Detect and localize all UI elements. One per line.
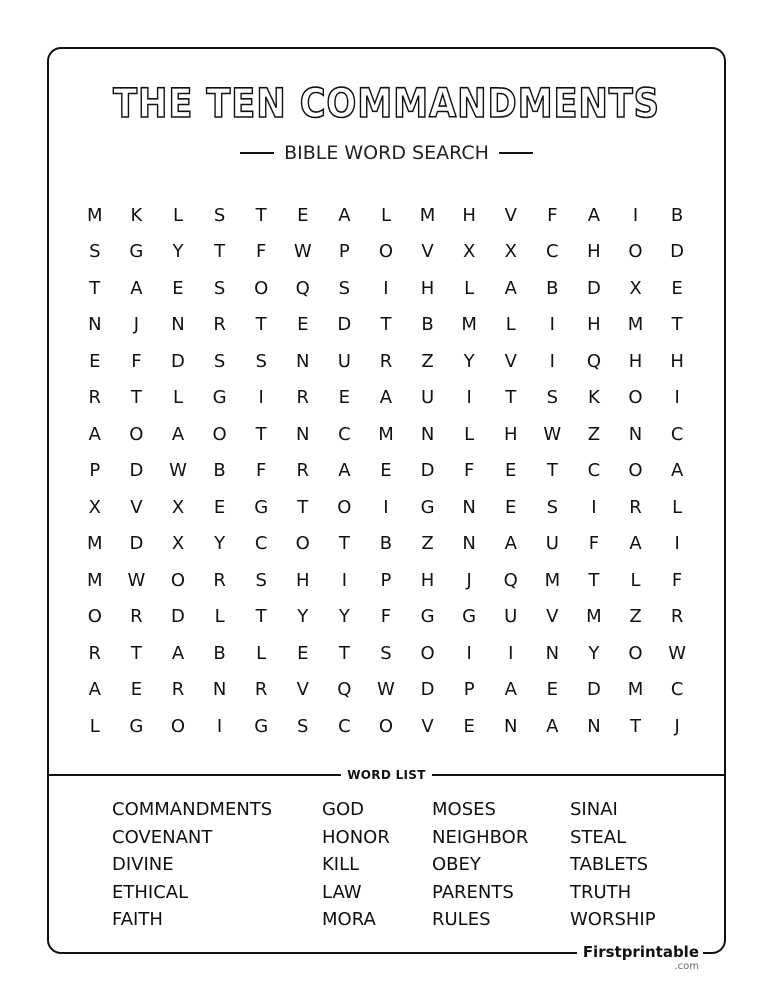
grid-letter: E xyxy=(130,679,143,701)
grid-letter: R xyxy=(171,679,185,701)
grid-letter: H xyxy=(295,569,310,591)
grid-letter: N xyxy=(587,715,601,737)
grid-letter: M xyxy=(419,204,436,226)
grid-letter: I xyxy=(216,715,223,737)
grid-letter: A xyxy=(629,533,642,555)
grid-letter: S xyxy=(546,387,559,409)
grid-letter: N xyxy=(420,423,435,445)
grid-letter: T xyxy=(338,533,350,555)
grid-letter: D xyxy=(586,679,601,701)
grid-letter: W xyxy=(543,423,562,445)
grid-letter: L xyxy=(214,606,225,628)
word-item: RULES xyxy=(432,909,491,930)
grid-letter: P xyxy=(89,460,101,482)
word-item: FAITH xyxy=(112,909,163,930)
grid-letter: N xyxy=(171,314,185,336)
grid-letter: O xyxy=(254,277,269,299)
word-item: HONOR xyxy=(322,826,390,848)
word-item: PARENTS xyxy=(432,881,514,903)
grid-letter: U xyxy=(337,350,351,372)
grid-letter: M xyxy=(627,314,644,336)
right-dash xyxy=(499,152,533,154)
grid-letter: S xyxy=(297,715,309,737)
subtitle-row xyxy=(47,140,726,166)
grid-letter: D xyxy=(337,314,352,336)
grid-letter: F xyxy=(588,533,600,555)
grid-letter: N xyxy=(462,496,476,518)
grid-letter: W xyxy=(668,642,687,664)
grid-letter: L xyxy=(380,204,391,226)
grid-letter: A xyxy=(171,642,185,664)
grid-letter: E xyxy=(297,204,309,226)
grid-letter: T xyxy=(255,314,267,336)
grid-letter: V xyxy=(421,715,434,737)
grid-letter: T xyxy=(505,387,517,409)
grid-letter: T xyxy=(297,496,309,518)
grid-letter: N xyxy=(212,679,227,701)
grid-letter: O xyxy=(170,715,186,737)
grid-letter: L xyxy=(172,387,183,409)
grid-letter: N xyxy=(462,533,476,555)
grid-letter: E xyxy=(338,387,351,409)
grid-letter: K xyxy=(588,387,600,409)
grid-letter: Y xyxy=(588,642,600,664)
grid-letter: M xyxy=(461,314,477,336)
grid-letter: J xyxy=(133,314,140,336)
grid-letter: S xyxy=(546,496,559,518)
grid-letter: I xyxy=(341,569,348,591)
grid-letter: V xyxy=(130,496,143,518)
grid-letter: A xyxy=(546,715,559,737)
grid-letter: E xyxy=(505,496,517,518)
grid-letter: Z xyxy=(421,533,434,555)
grid-letter: B xyxy=(546,277,559,299)
grid-letter: G xyxy=(212,387,227,409)
grid-letter: E xyxy=(463,715,475,737)
grid-letter: O xyxy=(628,241,643,263)
grid-letter: O xyxy=(295,533,310,555)
grid-letter: B xyxy=(213,642,226,664)
grid-letter: E xyxy=(297,314,309,336)
grid-letter: S xyxy=(89,241,101,263)
grid-letter: W xyxy=(293,241,312,263)
grid-letter: V xyxy=(546,606,559,628)
left-dash xyxy=(240,152,274,154)
grid-letter: E xyxy=(213,496,226,518)
grid-letter: W xyxy=(377,679,395,701)
grid-letter: Y xyxy=(214,533,226,555)
grid-letter: R xyxy=(379,350,393,372)
grid-letter: R xyxy=(296,387,310,409)
grid-letter: H xyxy=(420,277,435,299)
grid-letter: L xyxy=(464,277,475,299)
brand-logo xyxy=(577,943,703,973)
grid-letter: I xyxy=(466,387,472,409)
word-item: TRUTH xyxy=(570,881,632,903)
grid-letter: E xyxy=(297,642,309,664)
grid-letter: O xyxy=(378,241,394,263)
grid-letter: A xyxy=(130,277,143,299)
word-item: DIVINE xyxy=(112,854,174,875)
grid-letter: B xyxy=(670,204,684,226)
grid-letter: D xyxy=(670,241,685,263)
grid-letter: H xyxy=(503,423,518,445)
grid-letter: N xyxy=(504,715,518,737)
grid-letter: P xyxy=(380,569,392,591)
word-list-column-1 xyxy=(112,796,272,934)
grid-letter: T xyxy=(130,387,142,409)
grid-letter: E xyxy=(380,460,392,482)
grid-letter: G xyxy=(254,715,269,737)
grid-letter: T xyxy=(255,606,267,628)
grid-letter: T xyxy=(588,569,600,591)
grid-letter: Y xyxy=(338,606,350,628)
grid-letter: I xyxy=(258,387,264,409)
grid-letter: O xyxy=(420,642,435,664)
grid-letter: X xyxy=(171,496,185,518)
grid-letter: U xyxy=(420,387,435,409)
grid-letter: N xyxy=(88,314,102,336)
grid-letter: R xyxy=(629,496,642,518)
grid-letter: J xyxy=(466,569,472,591)
grid-letter: I xyxy=(674,533,680,555)
grid-letter: S xyxy=(255,350,267,372)
word-item: KILL xyxy=(322,854,360,875)
grid-letter: K xyxy=(130,204,143,226)
word-item: SINAI xyxy=(570,799,618,820)
grid-letter: M xyxy=(87,533,103,555)
grid-letter: M xyxy=(544,569,561,591)
grid-letter: O xyxy=(212,423,227,445)
grid-letter: M xyxy=(87,569,103,591)
grid-letter: N xyxy=(296,350,310,372)
word-item: LAW xyxy=(322,881,362,903)
grid-letter: R xyxy=(296,460,310,482)
grid-letter: D xyxy=(171,350,185,372)
grid-letter: I xyxy=(591,496,597,518)
grid-letter: C xyxy=(670,423,684,445)
grid-letter: H xyxy=(462,204,476,226)
grid-letter: T xyxy=(89,277,101,299)
grid-letter: E xyxy=(505,460,517,482)
grid-letter: Y xyxy=(463,350,475,372)
grid-letter: G xyxy=(129,241,144,263)
grid-letter: A xyxy=(379,387,393,409)
grid-letter: U xyxy=(545,533,559,555)
word-item: NEIGHBOR xyxy=(432,826,529,848)
grid-letter: E xyxy=(89,350,101,372)
grid-letter: I xyxy=(508,642,514,664)
grid-letter: A xyxy=(504,277,517,299)
grid-letter: R xyxy=(670,606,684,628)
grid-letter: M xyxy=(378,423,394,445)
grid-letter: U xyxy=(504,606,518,628)
grid-letter: G xyxy=(420,606,435,628)
grid-letter: A xyxy=(587,204,601,226)
brand-tld: .com xyxy=(674,961,699,972)
grid-letter: O xyxy=(129,423,144,445)
grid-letter: H xyxy=(628,350,643,372)
grid-letter: E xyxy=(546,679,559,701)
grid-letter: A xyxy=(88,679,101,701)
grid-letter: R xyxy=(213,569,226,591)
grid-letter: R xyxy=(88,387,102,409)
grid-letter: T xyxy=(255,423,267,445)
grid-letter: O xyxy=(378,715,394,737)
grid-letter: V xyxy=(504,204,517,226)
grid-letter: F xyxy=(463,460,475,482)
grid-letter: R xyxy=(213,314,226,336)
grid-letter: V xyxy=(421,241,434,263)
grid-letter: X xyxy=(629,277,642,299)
grid-letter: O xyxy=(87,606,102,628)
grid-letter: Z xyxy=(629,606,642,628)
grid-letter: X xyxy=(504,241,517,263)
grid-letter: B xyxy=(421,314,434,336)
grid-letter: R xyxy=(130,606,143,628)
grid-letter: X xyxy=(462,241,476,263)
grid-letter: D xyxy=(129,533,144,555)
grid-letter: N xyxy=(628,423,643,445)
grid-letter: Y xyxy=(297,606,309,628)
grid-letter: D xyxy=(171,606,185,628)
grid-letter: E xyxy=(671,277,683,299)
grid-letter: I xyxy=(549,314,555,336)
grid-letter: J xyxy=(674,715,680,737)
grid-letter: T xyxy=(214,241,226,263)
word-item: GOD xyxy=(322,799,364,820)
grid-letter: V xyxy=(504,350,517,372)
word-item: WORSHIP xyxy=(570,909,656,930)
grid-letter: B xyxy=(213,460,226,482)
word-list-column-4 xyxy=(570,796,656,934)
grid-letter: X xyxy=(171,533,185,555)
grid-letter: T xyxy=(630,715,642,737)
grid-letter: P xyxy=(338,241,350,263)
grid-letter: M xyxy=(87,204,103,226)
word-item: MOSES xyxy=(432,799,496,820)
grid-letter: D xyxy=(420,679,435,701)
grid-letter: S xyxy=(255,569,267,591)
grid-letter: F xyxy=(255,460,267,482)
grid-letter: W xyxy=(169,460,187,482)
grid-letter: N xyxy=(545,642,560,664)
grid-letter: Z xyxy=(421,350,434,372)
letter-grid xyxy=(74,197,698,745)
grid-letter: F xyxy=(131,350,142,372)
grid-letter: A xyxy=(504,533,517,555)
grid-letter: I xyxy=(383,277,389,299)
grid-letter: H xyxy=(670,350,684,372)
grid-letter: G xyxy=(420,496,435,518)
word-item: COMMANDMENTS xyxy=(112,799,273,820)
grid-letter: T xyxy=(380,314,392,336)
grid-letter: Q xyxy=(586,350,601,372)
grid-letter: G xyxy=(254,496,269,518)
grid-letter: H xyxy=(420,569,435,591)
grid-letter: T xyxy=(130,642,142,664)
grid-letter: I xyxy=(383,496,389,518)
grid-letter: A xyxy=(670,460,684,482)
grid-letter: C xyxy=(338,715,351,737)
grid-letter: L xyxy=(256,642,267,664)
grid-letter: I xyxy=(632,204,639,226)
grid-letter: A xyxy=(88,423,101,445)
grid-letter: T xyxy=(671,314,683,336)
grid-letter: Q xyxy=(337,679,352,701)
grid-letter: S xyxy=(213,204,226,226)
grid-letter: H xyxy=(587,314,601,336)
grid-letter: F xyxy=(547,204,558,226)
grid-letter: F xyxy=(255,241,267,263)
grid-letter: P xyxy=(463,679,475,701)
word-item: MORA xyxy=(322,909,376,930)
grid-letter: O xyxy=(628,642,643,664)
grid-letter: I xyxy=(549,350,555,372)
grid-letter: D xyxy=(586,277,601,299)
grid-letter: R xyxy=(254,679,268,701)
grid-letter: W xyxy=(127,569,146,591)
grid-letter: Q xyxy=(295,277,310,299)
grid-letter: T xyxy=(546,460,558,482)
word-item: TABLETS xyxy=(570,854,649,875)
word-item: ETHICAL xyxy=(112,881,189,903)
subtitle: BIBLE WORD SEARCH xyxy=(284,142,489,164)
grid-letter: O xyxy=(337,496,352,518)
grid-letter: O xyxy=(628,460,643,482)
brand-name: Firstprintable xyxy=(582,943,699,961)
grid-letter: S xyxy=(213,277,226,299)
grid-letter: X xyxy=(88,496,101,518)
grid-letter: E xyxy=(172,277,184,299)
grid-letter: O xyxy=(170,569,186,591)
grid-letter: Y xyxy=(172,241,184,263)
grid-letter: S xyxy=(380,642,392,664)
grid-letter: C xyxy=(338,423,351,445)
grid-letter: L xyxy=(89,715,100,737)
word-list-label: WORD LIST xyxy=(341,768,431,782)
word-item: COVENANT xyxy=(112,826,213,848)
grid-letter: G xyxy=(129,715,144,737)
grid-letter: Q xyxy=(503,569,518,591)
grid-letter: A xyxy=(504,679,517,701)
grid-letter: A xyxy=(171,423,185,445)
grid-letter: R xyxy=(88,642,102,664)
grid-letter: N xyxy=(296,423,310,445)
word-list-column-3 xyxy=(432,796,528,934)
grid-letter: A xyxy=(338,460,351,482)
grid-letter: C xyxy=(587,460,601,482)
grid-letter: L xyxy=(630,569,641,591)
grid-letter: C xyxy=(670,679,684,701)
grid-letter: V xyxy=(296,679,309,701)
grid-letter: L xyxy=(464,423,475,445)
grid-letter: C xyxy=(254,533,268,555)
grid-letter: L xyxy=(505,314,516,336)
word-list-label-wrap xyxy=(0,765,773,784)
page-title: THE TEN COMMANDMENTS xyxy=(113,81,660,127)
grid-letter: O xyxy=(628,387,643,409)
word-item: OBEY xyxy=(432,854,481,875)
grid-letter: T xyxy=(338,642,350,664)
grid-letter: F xyxy=(380,606,392,628)
grid-letter: H xyxy=(587,241,601,263)
word-list-column-2 xyxy=(322,796,390,934)
grid-letter: S xyxy=(213,350,226,372)
grid-letter: I xyxy=(466,642,472,664)
grid-letter: M xyxy=(586,606,602,628)
grid-letter: D xyxy=(129,460,144,482)
grid-letter: A xyxy=(338,204,351,226)
grid-letter: D xyxy=(420,460,435,482)
grid-letter: L xyxy=(672,496,683,518)
grid-letter: Z xyxy=(587,423,601,445)
grid-letter: G xyxy=(462,606,477,628)
grid-letter: S xyxy=(338,277,351,299)
grid-letter: I xyxy=(674,387,680,409)
grid-letter: T xyxy=(255,204,267,226)
grid-letter: B xyxy=(379,533,393,555)
grid-letter: C xyxy=(546,241,559,263)
word-item: STEAL xyxy=(570,826,627,848)
grid-letter: L xyxy=(172,204,183,226)
grid-letter: F xyxy=(671,569,683,591)
grid-letter: M xyxy=(627,679,644,701)
